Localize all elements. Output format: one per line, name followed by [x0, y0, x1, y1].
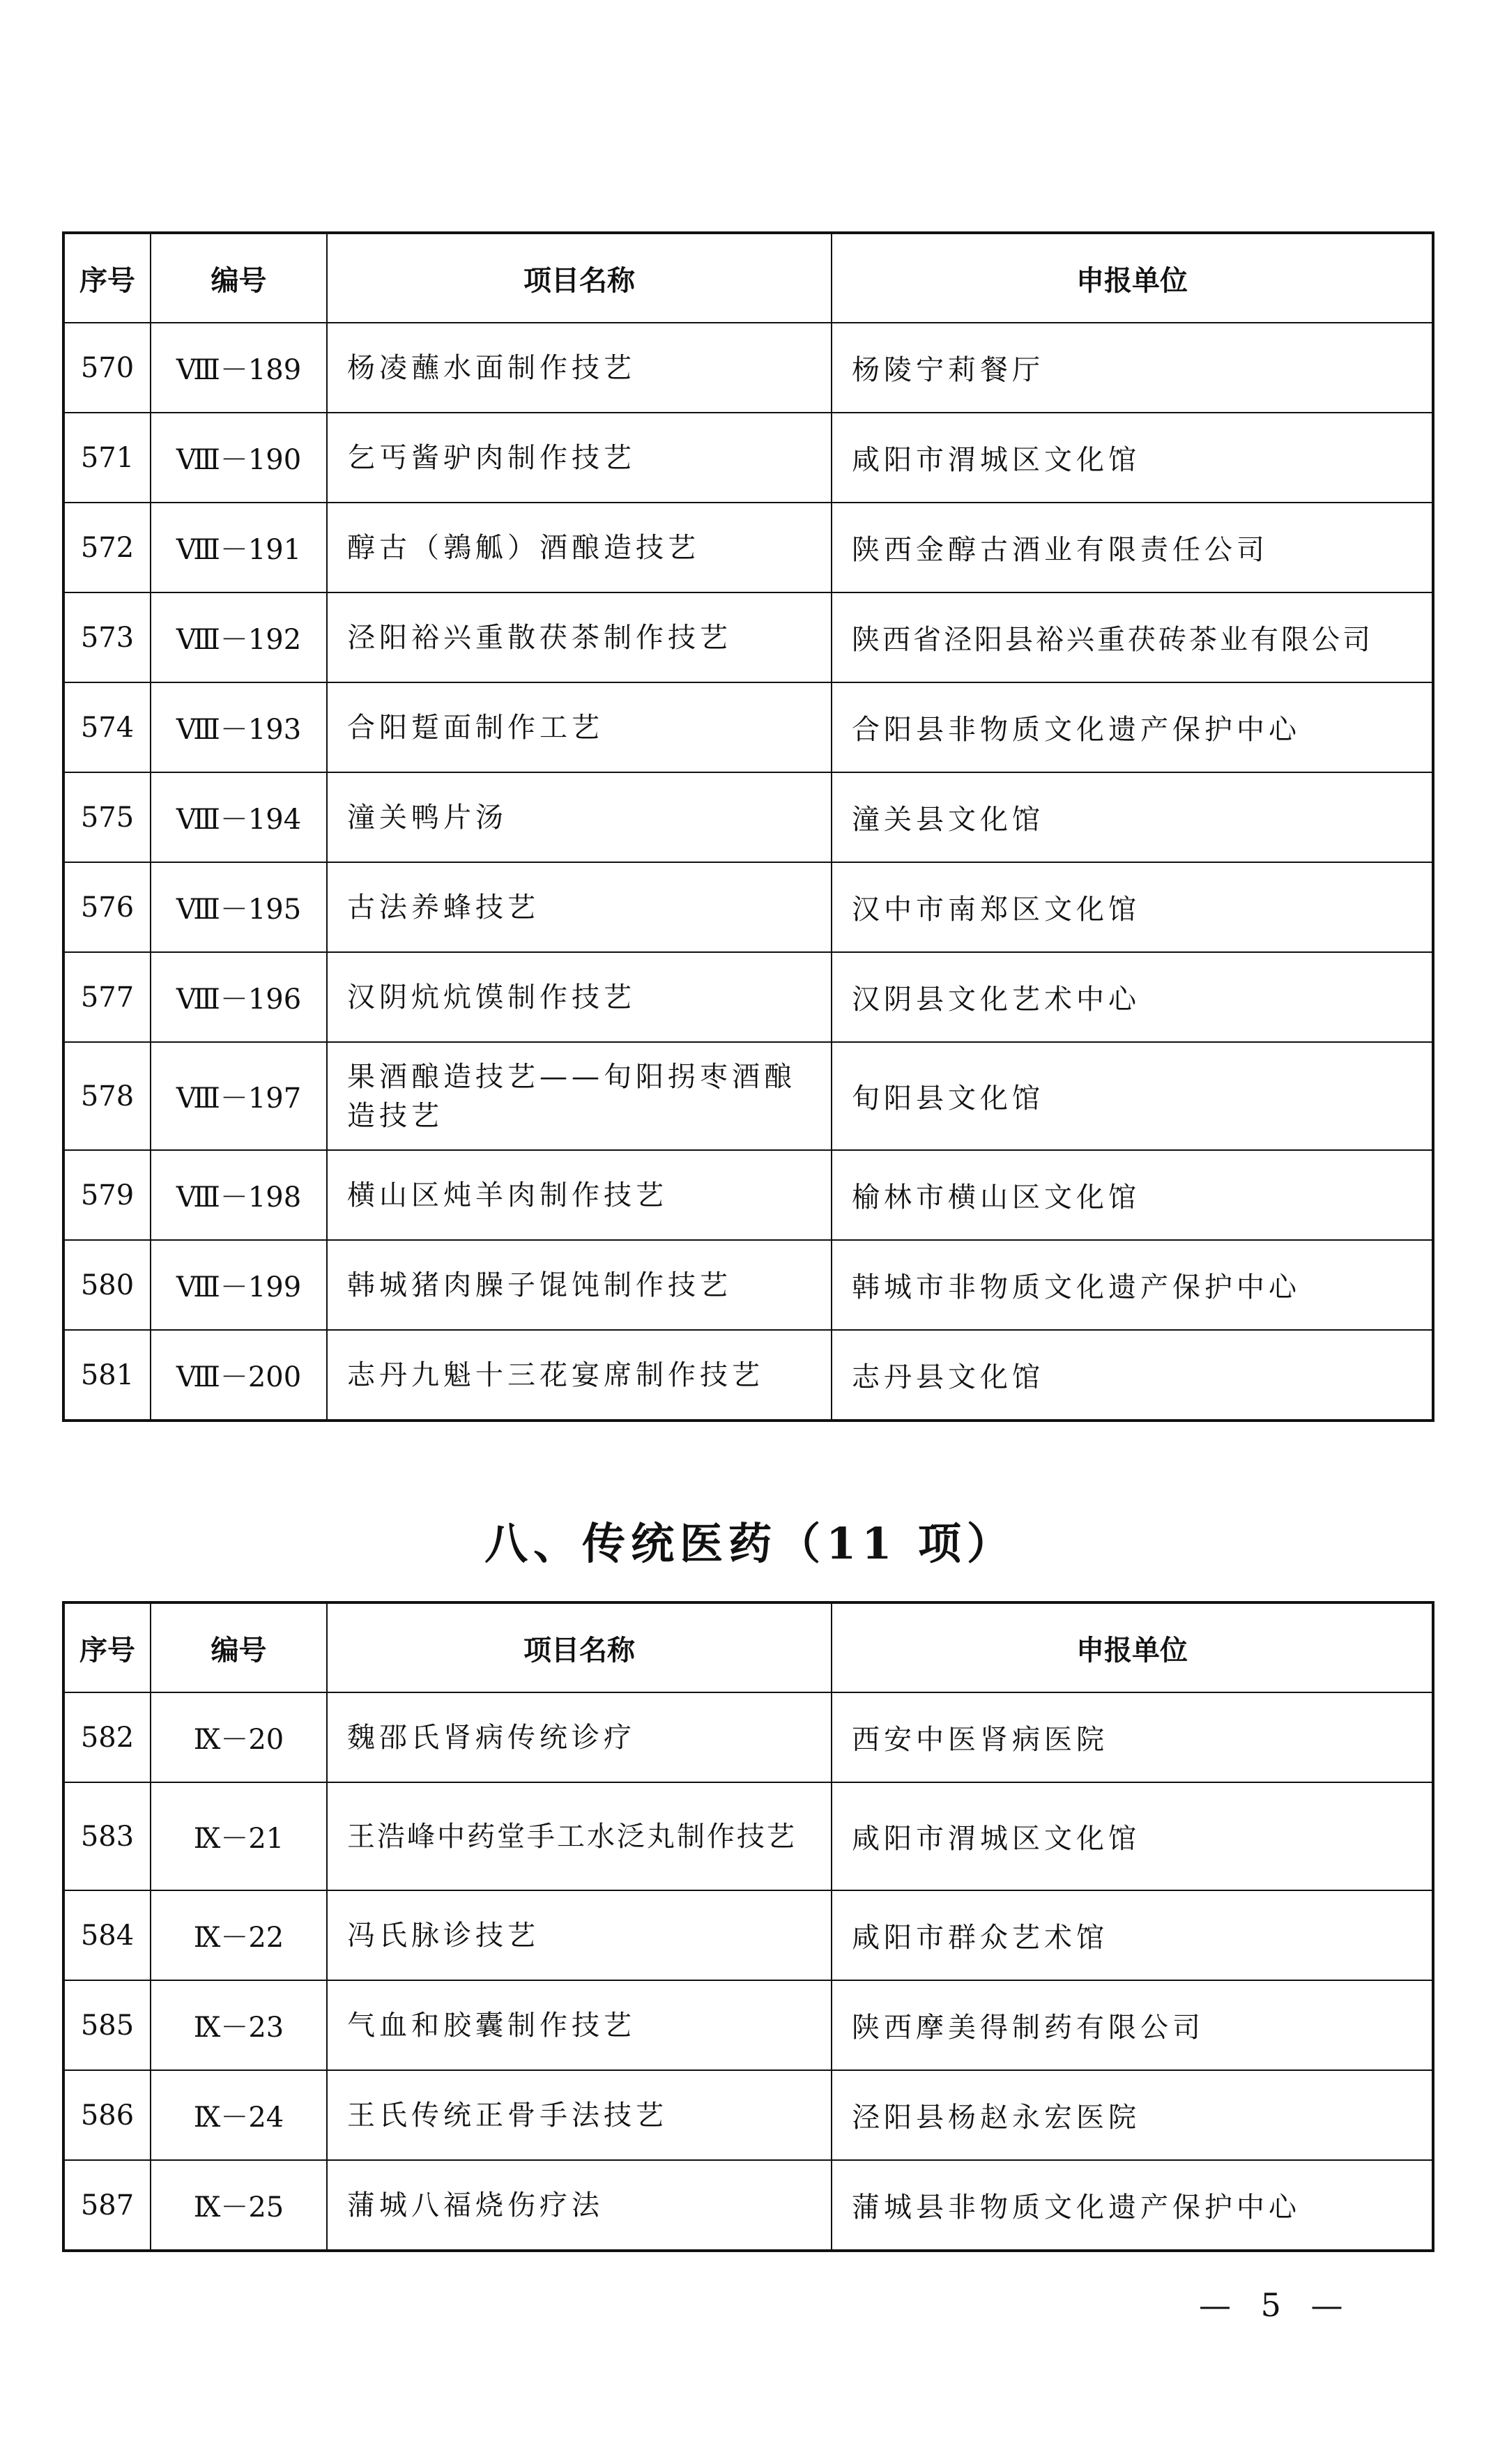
- cell-project-name: 气血和胶囊制作技艺: [327, 1980, 832, 2070]
- header-applicant-unit: 申报单位: [832, 1602, 1433, 1692]
- cell-applicant-unit: 榆林市横山区文化馆: [832, 1150, 1433, 1240]
- header-project-name: 项目名称: [327, 1602, 832, 1692]
- header-code: 编号: [151, 1602, 327, 1692]
- cell-applicant-unit: 汉中市南郑区文化馆: [832, 862, 1433, 952]
- cell-code: Ⅷ－189: [151, 323, 327, 413]
- header-code: 编号: [151, 233, 327, 323]
- table-row: [63, 1782, 1433, 1890]
- cell-applicant-unit: 咸阳市渭城区文化馆: [832, 413, 1433, 503]
- table-row: [63, 1330, 1433, 1421]
- cell-code: Ⅷ－197: [151, 1042, 327, 1150]
- cell-seq: 571: [63, 413, 151, 503]
- header-seq: 序号: [63, 233, 151, 323]
- cell-project-name: 蒲城八福烧伤疗法: [327, 2160, 832, 2251]
- cell-applicant-unit: 韩城市非物质文化遗产保护中心: [832, 1240, 1433, 1330]
- table-row: [63, 1042, 1433, 1150]
- cell-seq: 584: [63, 1890, 151, 1980]
- cell-project-name: 魏邵氏肾病传统诊疗: [327, 1692, 832, 1782]
- page-number: — 5 —: [1199, 2286, 1353, 2324]
- cell-applicant-unit: 潼关县文化馆: [832, 772, 1433, 862]
- cell-seq: 582: [63, 1692, 151, 1782]
- header-applicant-unit: 申报单位: [832, 233, 1433, 323]
- cell-project-name: 王氏传统正骨手法技艺: [327, 2070, 832, 2160]
- cell-applicant-unit: 合阳县非物质文化遗产保护中心: [832, 682, 1433, 772]
- cell-code: Ⅸ－22: [151, 1890, 327, 1980]
- cell-project-name: 泾阳裕兴重散茯茶制作技艺: [327, 592, 832, 682]
- table-row: [63, 2070, 1433, 2160]
- table-row: [63, 592, 1433, 682]
- cell-seq: 583: [63, 1782, 151, 1890]
- cell-applicant-unit: 咸阳市群众艺术馆: [832, 1890, 1433, 1980]
- cell-code: Ⅷ－192: [151, 592, 327, 682]
- table-row: [63, 323, 1433, 413]
- cell-code: Ⅸ－23: [151, 1980, 327, 2070]
- table-row: [63, 772, 1433, 862]
- cell-seq: 580: [63, 1240, 151, 1330]
- cell-project-name: 乞丐酱驴肉制作技艺: [327, 413, 832, 503]
- cell-applicant-unit: 咸阳市渭城区文化馆: [832, 1782, 1433, 1890]
- table-row: [63, 1890, 1433, 1980]
- cell-applicant-unit: 泾阳县杨赵永宏医院: [832, 2070, 1433, 2160]
- table-row: [63, 952, 1433, 1042]
- cell-project-name: 合阳踅面制作工艺: [327, 682, 832, 772]
- cell-code: Ⅷ－200: [151, 1330, 327, 1421]
- cell-applicant-unit: 西安中医肾病医院: [832, 1692, 1433, 1782]
- cell-seq: 587: [63, 2160, 151, 2251]
- cell-seq: 570: [63, 323, 151, 413]
- header-seq: 序号: [63, 1602, 151, 1692]
- cell-seq: 586: [63, 2070, 151, 2160]
- cell-code: Ⅸ－25: [151, 2160, 327, 2251]
- cell-code: Ⅸ－21: [151, 1782, 327, 1890]
- cell-applicant-unit: 陕西省泾阳县裕兴重茯砖茶业有限公司: [832, 592, 1433, 682]
- cell-project-name: 杨凌蘸水面制作技艺: [327, 323, 832, 413]
- cell-project-name: 韩城猪肉臊子馄饨制作技艺: [327, 1240, 832, 1330]
- cell-project-name: 冯氏脉诊技艺: [327, 1890, 832, 1980]
- cell-seq: 575: [63, 772, 151, 862]
- cell-code: Ⅷ－190: [151, 413, 327, 503]
- cell-seq: 576: [63, 862, 151, 952]
- cell-seq: 578: [63, 1042, 151, 1150]
- cell-applicant-unit: 陕西摩美得制药有限公司: [832, 1980, 1433, 2070]
- cell-applicant-unit: 汉阴县文化艺术中心: [832, 952, 1433, 1042]
- cell-code: Ⅸ－24: [151, 2070, 327, 2160]
- project-table-medicine: [62, 1601, 1434, 2252]
- cell-applicant-unit: 蒲城县非物质文化遗产保护中心: [832, 2160, 1433, 2251]
- cell-applicant-unit: 志丹县文化馆: [832, 1330, 1433, 1421]
- cell-project-name: 醇古（鶉觚）酒酿造技艺: [327, 503, 832, 592]
- cell-project-name: 果酒酿造技艺——旬阳拐枣酒酿造技艺: [327, 1042, 832, 1150]
- cell-project-name: 横山区炖羊肉制作技艺: [327, 1150, 832, 1240]
- project-table-food: [62, 231, 1434, 1422]
- section-heading: 八、传统医药（11 项）: [484, 1518, 1016, 1569]
- table-row: [63, 1692, 1433, 1782]
- cell-project-name: 潼关鸭片汤: [327, 772, 832, 862]
- header-project-name: 项目名称: [327, 233, 832, 323]
- cell-seq: 577: [63, 952, 151, 1042]
- cell-project-name: 志丹九魁十三花宴席制作技艺: [327, 1330, 832, 1421]
- table-row: [63, 1980, 1433, 2070]
- table-row: [63, 682, 1433, 772]
- cell-code: Ⅷ－193: [151, 682, 327, 772]
- cell-code: Ⅷ－191: [151, 503, 327, 592]
- cell-applicant-unit: 旬阳县文化馆: [832, 1042, 1433, 1150]
- table-row: [63, 413, 1433, 503]
- table-row: [63, 1150, 1433, 1240]
- table-header-row: [63, 1602, 1433, 1692]
- table-row: [63, 1240, 1433, 1330]
- cell-code: Ⅷ－194: [151, 772, 327, 862]
- cell-project-name: 古法养蜂技艺: [327, 862, 832, 952]
- cell-code: Ⅷ－196: [151, 952, 327, 1042]
- cell-code: Ⅷ－198: [151, 1150, 327, 1240]
- cell-seq: 573: [63, 592, 151, 682]
- table-row: [63, 862, 1433, 952]
- cell-seq: 581: [63, 1330, 151, 1421]
- cell-applicant-unit: 陕西金醇古酒业有限责任公司: [832, 503, 1433, 592]
- cell-seq: 579: [63, 1150, 151, 1240]
- cell-project-name: 王浩峰中药堂手工水泛丸制作技艺: [327, 1782, 832, 1890]
- cell-code: Ⅷ－199: [151, 1240, 327, 1330]
- cell-applicant-unit: 杨陵宁莉餐厅: [832, 323, 1433, 413]
- cell-seq: 585: [63, 1980, 151, 2070]
- table-row: [63, 2160, 1433, 2251]
- cell-code: Ⅸ－20: [151, 1692, 327, 1782]
- table-header-row: [63, 233, 1433, 323]
- cell-code: Ⅷ－195: [151, 862, 327, 952]
- cell-project-name: 汉阴炕炕馍制作技艺: [327, 952, 832, 1042]
- cell-seq: 572: [63, 503, 151, 592]
- cell-seq: 574: [63, 682, 151, 772]
- table-row: [63, 503, 1433, 592]
